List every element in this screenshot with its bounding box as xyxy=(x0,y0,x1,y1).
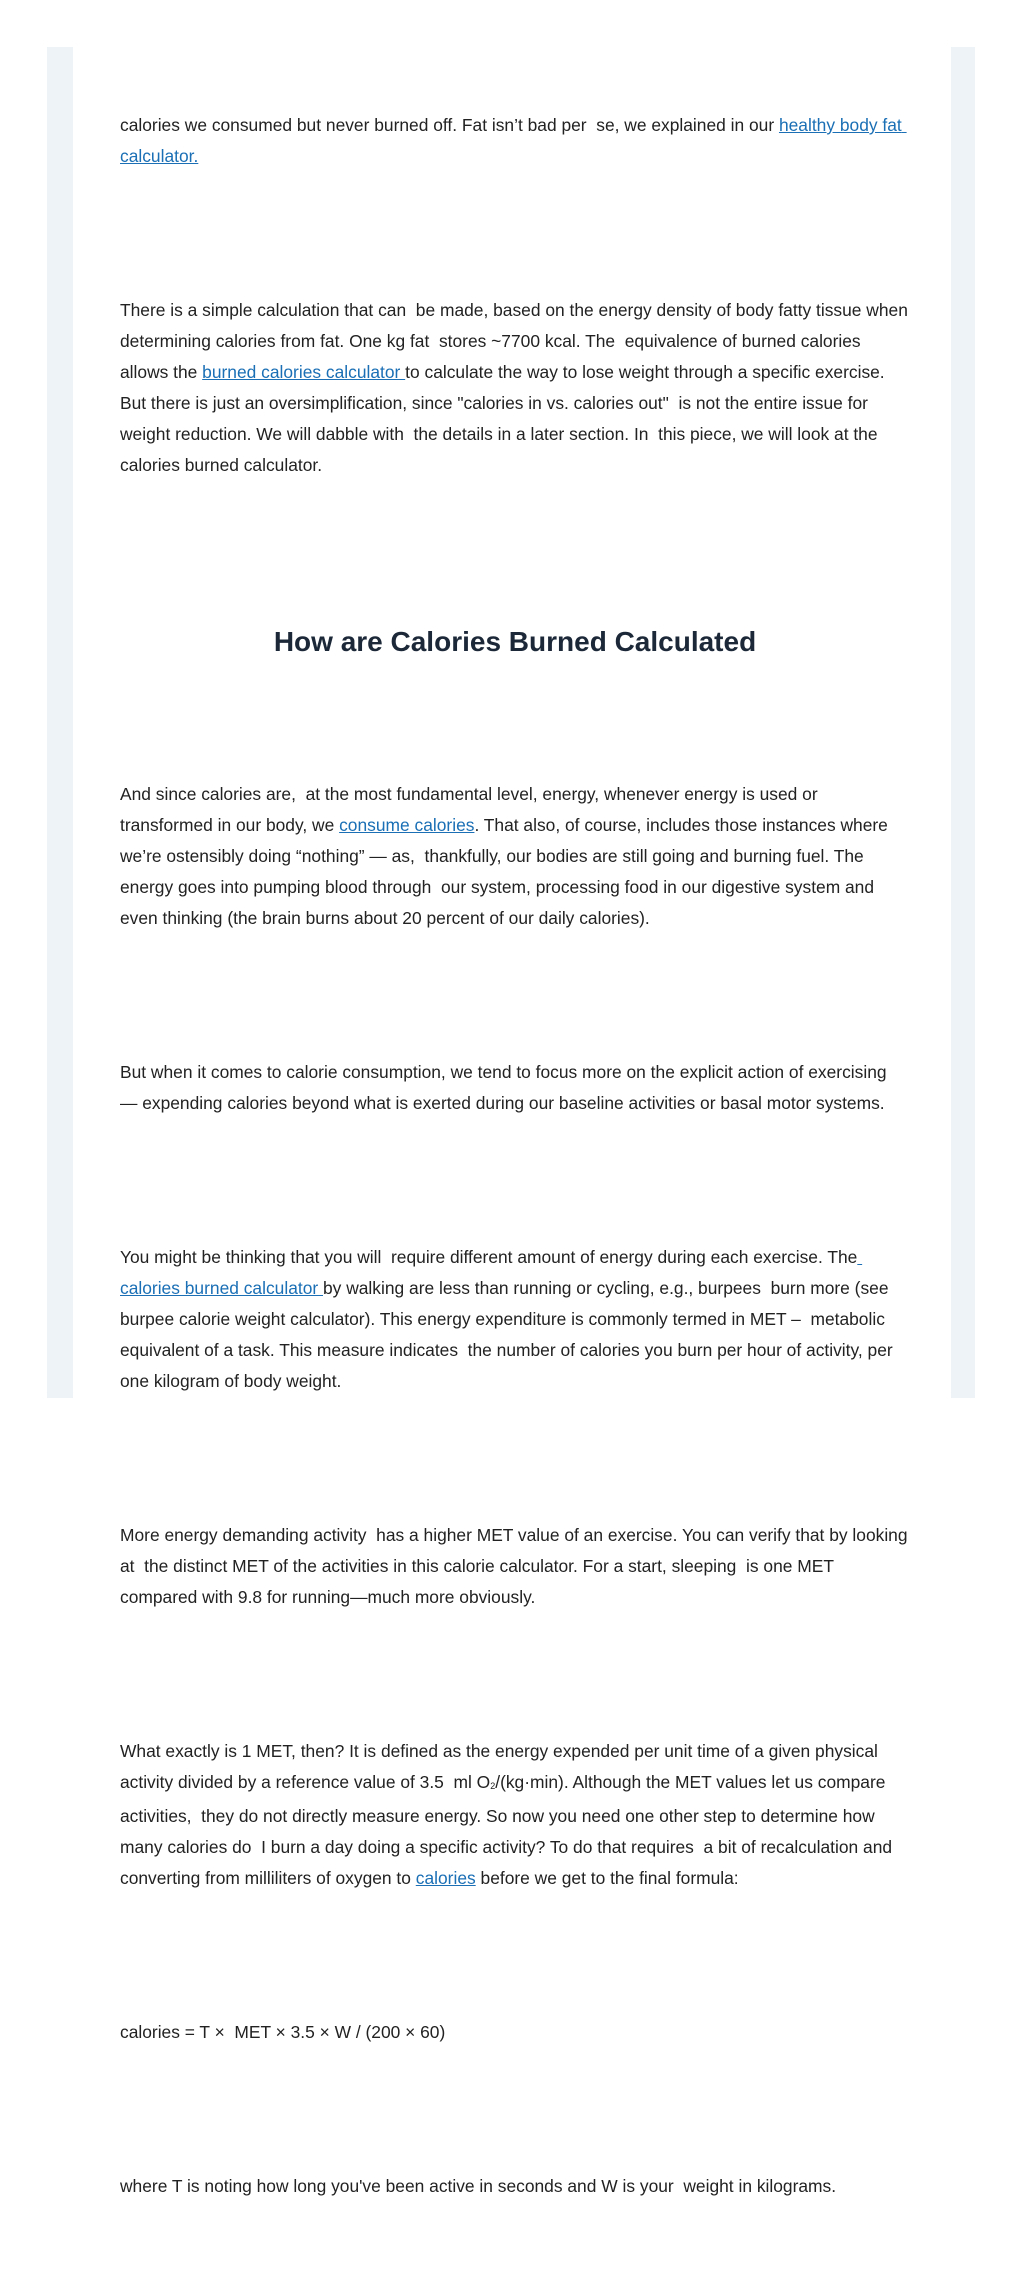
healthy-body-fat-calculator-link[interactable]: healthy body fat calculator. xyxy=(120,115,907,166)
paragraph-met-intro: You might be thinking that you will require different amount of energy during each exercise. The calories burned calculator by walking are less than running or cycling, e.g., burpees burn more (see burpee calorie weight calculator). This energy expenditure is commonly termed in MET – metabolic equivalent of a task. This measure indicates the number of calories you burn per hour of activity, per one kilogram of body weight. xyxy=(120,1247,898,1391)
paragraph-energy: And since calories are, at the most fundamental level, energy, whenever energy is used or transformed in our body, we consume calories. That also, of course, includes those instances where we’re ostensibly doing “nothing” — as, thankfully, our bodies are still going and burning fuel. The energy goes into pumping blood through our system, processing food in our digestive system and even thinking (the brain burns about 20 percent of our daily calories). xyxy=(120,784,893,928)
consume-calories-link[interactable]: consume calories xyxy=(339,815,475,835)
section-heading: How are Calories Burned Calculated xyxy=(273,626,757,657)
paragraph-met-definition: What exactly is 1 MET, then? It is defined as the energy expended per unit time of a given physical activity divided by a reference value of 3.5 ml $O_2/(kg\cdot\min)$. Although the MET values let us compare activities, they do not directly measure energy. So now you need one other step to determine how many calories do I burn a day doing a specific activity? To do that requires a bit of recalculation and converting from milliliters of oxygen to calories before we get to the final formula: xyxy=(120,1741,897,1888)
paragraph-exercising: But when it comes to calorie consumption, we tend to focus more on the explicit action of exercising — expending calories beyond what is exerted during our baseline activities or basal motor systems. xyxy=(120,1062,897,1113)
formula: calories = T × MET × 3.5 × W / (200 × 60) xyxy=(120,2022,446,2042)
paragraph-formula-legend: where T is noting how long you've been active in seconds and W is your weight in kilograms. xyxy=(120,2176,837,2196)
calories-burned-calculator-link[interactable]: calories burned calculator xyxy=(120,1247,863,1298)
paragraph-met-value: More energy demanding activity has a higher MET value of an exercise. You can verify that by looking at the distinct MET of the activities in this calorie calculator. For a start, sleeping is one MET compared with 9.8 for running—much more obviously. xyxy=(120,1525,913,1607)
article-body xyxy=(120,48,913,2294)
calories-link[interactable]: calories xyxy=(415,1868,476,1888)
paragraph-fat-intro: calories we consumed but never burned off. Fat isn’t bad per se, we explained in our healthy body fat calculator. xyxy=(120,115,907,166)
paragraph-calculation: There is a simple calculation that can be made, based on the energy density of body fatty tissue when determining calories from fat. One kg fat stores ~7700 kcal. The equivalence of burned calories allows the burned calories calculator to calculate the way to lose weight through a specific exercise. But there is just an oversimplification, since "calories in vs. calories out" is not the entire issue for weight reduction. We will dabble with the details in a later section. In this piece, we will look at the calories burned calculator. xyxy=(120,300,913,475)
oxygen-subscript: 2 xyxy=(490,1781,496,1791)
burned-calories-calculator-link[interactable]: burned calories calculator xyxy=(202,362,406,382)
